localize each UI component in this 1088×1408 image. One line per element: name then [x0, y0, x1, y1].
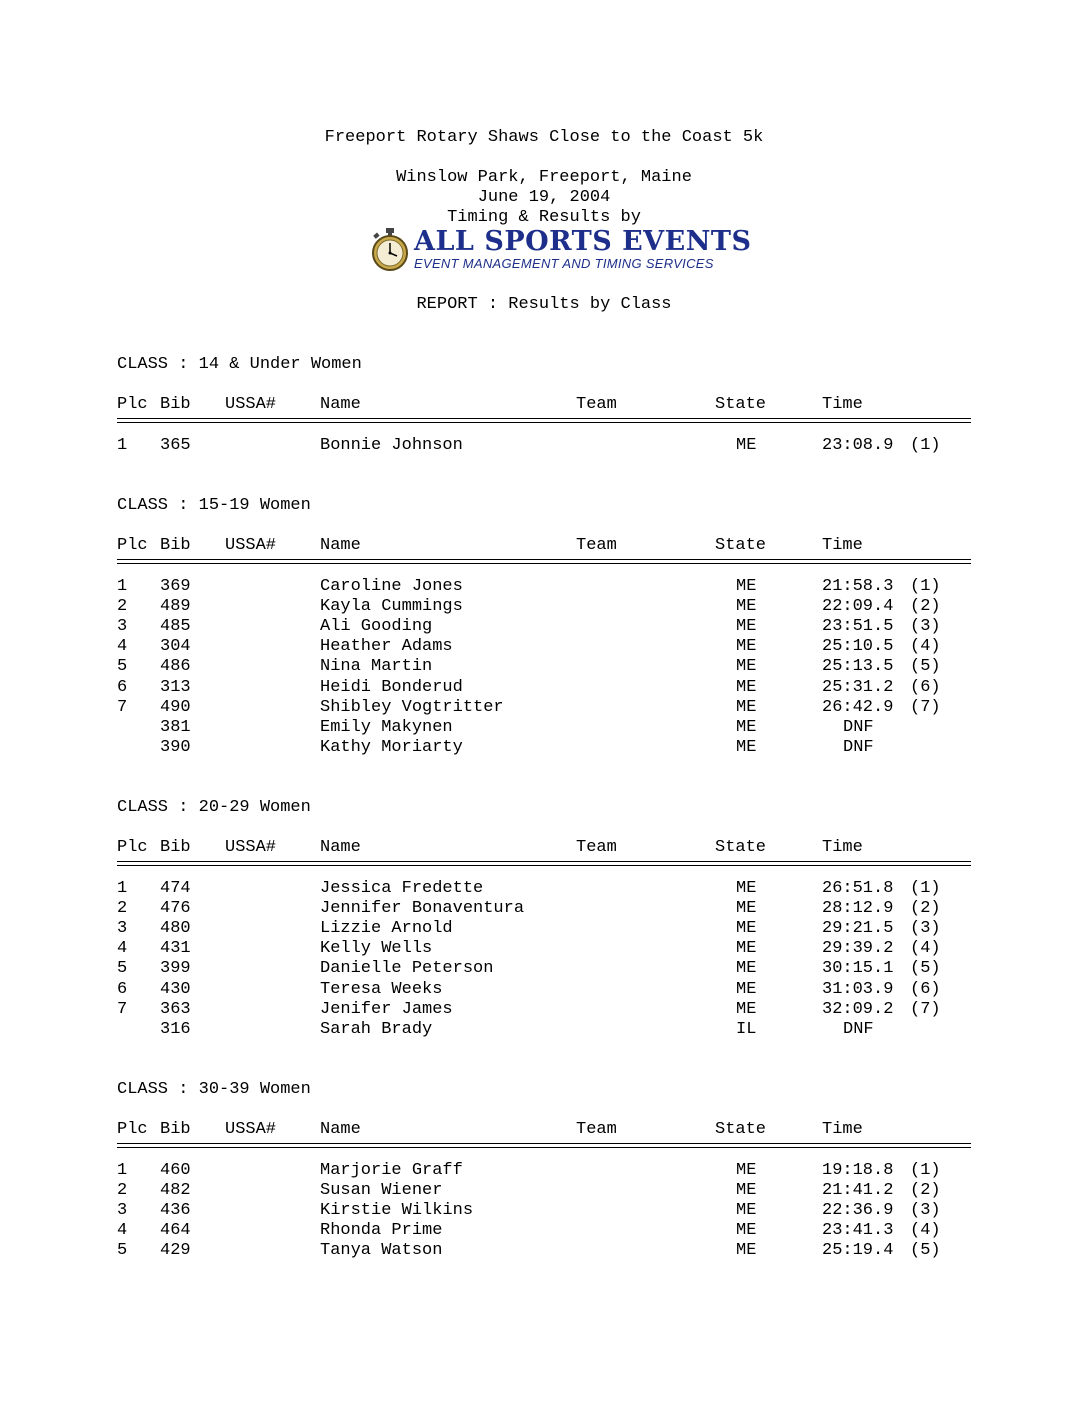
- result-name: Tanya Watson: [320, 1241, 443, 1261]
- result-name: Nina Martin: [320, 657, 433, 677]
- result-rank: (7): [910, 697, 941, 717]
- result-name: Kirstie Wilkins: [320, 1201, 474, 1221]
- result-bib: 363: [160, 999, 191, 1019]
- result-state: ME: [736, 1241, 757, 1261]
- result-plc: 1: [117, 1161, 128, 1180]
- result-name: Heidi Bonderud: [320, 677, 463, 697]
- result-name: Jennifer Bonaventura: [320, 899, 525, 919]
- column-header-time: Time: [822, 838, 863, 857]
- result-bib: 474: [160, 879, 191, 898]
- result-time: 23:41.3: [822, 1221, 894, 1241]
- result-state: ME: [736, 657, 757, 677]
- column-header-team: Team: [576, 1120, 617, 1139]
- result-state: IL: [736, 1019, 757, 1039]
- result-name: Emily Makynen: [320, 717, 453, 737]
- result-state: ME: [736, 939, 757, 959]
- result-time: 29:39.2: [822, 939, 894, 959]
- result-time: 28:12.9: [822, 899, 894, 919]
- result-time: 25:31.2: [822, 677, 894, 697]
- result-name: Teresa Weeks: [320, 979, 443, 999]
- column-header-ussa: USSA#: [225, 395, 277, 414]
- result-time: 25:19.4: [822, 1241, 894, 1261]
- result-plc: 2: [117, 597, 128, 617]
- column-header-ussa: USSA#: [225, 838, 277, 857]
- result-rank: (5): [910, 1241, 941, 1261]
- result-name: Jessica Fredette: [320, 879, 484, 898]
- result-plc: 1: [117, 436, 128, 455]
- result-name: Sarah Brady: [320, 1019, 433, 1039]
- all-sports-events-logo: [370, 226, 752, 276]
- header-rule: [117, 1143, 971, 1148]
- result-time: 22:09.4: [822, 597, 894, 617]
- result-bib: 464: [160, 1221, 191, 1241]
- column-header-time: Time: [822, 1120, 863, 1139]
- result-state: ME: [736, 959, 757, 979]
- result-bib: 476: [160, 899, 191, 919]
- result-rank: (1): [910, 1161, 941, 1180]
- result-name: Susan Wiener: [320, 1181, 443, 1201]
- result-plc: 3: [117, 919, 128, 939]
- result-name: Bonnie Johnson: [320, 436, 463, 455]
- column-header-team: Team: [576, 395, 617, 414]
- result-rank: (2): [910, 1181, 941, 1201]
- result-bib: 486: [160, 657, 191, 677]
- result-state: ME: [736, 737, 757, 757]
- report-title: REPORT : Results by Class: [416, 295, 672, 314]
- result-name: Rhonda Prime: [320, 1221, 443, 1241]
- result-plc: 3: [117, 1201, 128, 1221]
- result-time: 31:03.9: [822, 979, 894, 999]
- result-time: 23:08.9: [822, 436, 894, 455]
- result-rank: (4): [910, 939, 941, 959]
- result-rank: (1): [910, 879, 941, 898]
- result-time: DNF: [843, 717, 874, 737]
- result-time: 19:18.8: [822, 1161, 894, 1180]
- result-plc: 4: [117, 1221, 128, 1241]
- result-state: ME: [736, 697, 757, 717]
- result-bib: 480: [160, 919, 191, 939]
- result-bib: 304: [160, 637, 191, 657]
- result-rank: (5): [910, 657, 941, 677]
- column-header-ussa: USSA#: [225, 536, 277, 555]
- column-header-bib: Bib: [160, 536, 191, 555]
- result-time: 25:13.5: [822, 657, 894, 677]
- result-plc: 2: [117, 1181, 128, 1201]
- header-rule: [117, 861, 971, 866]
- result-name: Caroline Jones: [320, 577, 463, 596]
- column-header-time: Time: [822, 395, 863, 414]
- result-bib: 485: [160, 617, 191, 637]
- result-rank: (1): [910, 436, 941, 455]
- stopwatch-icon: [370, 228, 410, 272]
- result-name: Lizzie Arnold: [320, 919, 453, 939]
- result-bib: 482: [160, 1181, 191, 1201]
- result-plc: 4: [117, 939, 128, 959]
- result-bib: 490: [160, 697, 191, 717]
- result-bib: 365: [160, 436, 191, 455]
- result-plc: 4: [117, 637, 128, 657]
- result-rank: (5): [910, 959, 941, 979]
- result-time: DNF: [843, 1019, 874, 1039]
- column-header-ussa: USSA#: [225, 1120, 277, 1139]
- header-rule: [117, 418, 971, 423]
- result-rank: (6): [910, 677, 941, 697]
- result-bib: 489: [160, 597, 191, 617]
- event-date: June 19, 2004: [477, 188, 611, 207]
- column-header-name: Name: [320, 395, 361, 414]
- column-header-name: Name: [320, 838, 361, 857]
- result-rank: (3): [910, 1201, 941, 1221]
- header-rule: [117, 559, 971, 564]
- column-header-team: Team: [576, 536, 617, 555]
- column-header-time: Time: [822, 536, 863, 555]
- result-name: Marjorie Graff: [320, 1161, 463, 1180]
- result-time: 32:09.2: [822, 999, 894, 1019]
- result-bib: 313: [160, 677, 191, 697]
- result-time: 21:41.2: [822, 1181, 894, 1201]
- result-rank: (1): [910, 577, 941, 596]
- result-rank: (4): [910, 637, 941, 657]
- result-time: 30:15.1: [822, 959, 894, 979]
- column-header-state: State: [715, 395, 767, 414]
- column-header-plc: Plc: [117, 1120, 148, 1139]
- result-time: 22:36.9: [822, 1201, 894, 1221]
- result-state: ME: [736, 879, 757, 898]
- result-state: ME: [736, 1221, 757, 1241]
- column-header-plc: Plc: [117, 395, 148, 414]
- result-time: 23:51.5: [822, 617, 894, 637]
- result-plc: 5: [117, 1241, 128, 1261]
- result-bib: 460: [160, 1161, 191, 1180]
- event-location: Winslow Park, Freeport, Maine: [396, 168, 692, 187]
- result-bib: 430: [160, 979, 191, 999]
- result-state: ME: [736, 979, 757, 999]
- result-state: ME: [736, 1201, 757, 1221]
- result-bib: 369: [160, 577, 191, 596]
- result-rank: (3): [910, 919, 941, 939]
- result-name: Kayla Cummings: [320, 597, 463, 617]
- result-name: Shibley Vogtritter: [320, 697, 504, 717]
- result-bib: 429: [160, 1241, 191, 1261]
- result-rank: (6): [910, 979, 941, 999]
- class-heading: CLASS : 15-19 Women: [117, 496, 311, 515]
- result-plc: 2: [117, 899, 128, 919]
- result-state: ME: [736, 637, 757, 657]
- column-header-bib: Bib: [160, 1120, 191, 1139]
- result-name: Kathy Moriarty: [320, 737, 463, 757]
- column-header-name: Name: [320, 1120, 361, 1139]
- result-time: 25:10.5: [822, 637, 894, 657]
- column-header-bib: Bib: [160, 395, 191, 414]
- result-time: DNF: [843, 737, 874, 757]
- result-rank: (2): [910, 899, 941, 919]
- result-state: ME: [736, 617, 757, 637]
- page-title: Freeport Rotary Shaws Close to the Coast 5k: [324, 128, 764, 147]
- result-state: ME: [736, 677, 757, 697]
- result-plc: 6: [117, 677, 128, 697]
- result-state: ME: [736, 577, 757, 596]
- logo-subtitle: EVENT MANAGEMENT AND TIMING SERVICES: [414, 256, 714, 271]
- column-header-state: State: [715, 1120, 767, 1139]
- column-header-bib: Bib: [160, 838, 191, 857]
- result-time: 26:42.9: [822, 697, 894, 717]
- result-bib: 431: [160, 939, 191, 959]
- result-state: ME: [736, 999, 757, 1019]
- result-name: Jenifer James: [320, 999, 453, 1019]
- column-header-plc: Plc: [117, 838, 148, 857]
- result-plc: 7: [117, 999, 128, 1019]
- result-state: ME: [736, 597, 757, 617]
- class-heading: CLASS : 14 & Under Women: [117, 355, 362, 374]
- result-time: 29:21.5: [822, 919, 894, 939]
- result-state: ME: [736, 899, 757, 919]
- class-heading: CLASS : 30-39 Women: [117, 1080, 311, 1099]
- column-header-team: Team: [576, 838, 617, 857]
- result-bib: 316: [160, 1019, 191, 1039]
- result-state: ME: [736, 436, 757, 455]
- result-rank: (2): [910, 597, 941, 617]
- result-plc: 7: [117, 697, 128, 717]
- result-bib: 390: [160, 737, 191, 757]
- result-rank: (7): [910, 999, 941, 1019]
- result-plc: 5: [117, 959, 128, 979]
- result-state: ME: [736, 717, 757, 737]
- result-name: Ali Gooding: [320, 617, 433, 637]
- result-rank: (3): [910, 617, 941, 637]
- result-state: ME: [736, 1181, 757, 1201]
- column-header-name: Name: [320, 536, 361, 555]
- result-name: Danielle Peterson: [320, 959, 494, 979]
- result-name: Heather Adams: [320, 637, 453, 657]
- result-plc: 5: [117, 657, 128, 677]
- result-plc: 1: [117, 577, 128, 596]
- column-header-state: State: [715, 536, 767, 555]
- result-plc: 3: [117, 617, 128, 637]
- result-plc: 1: [117, 879, 128, 898]
- column-header-state: State: [715, 838, 767, 857]
- class-heading: CLASS : 20-29 Women: [117, 798, 311, 817]
- logo-title: ALL SPORTS EVENTS: [414, 226, 752, 257]
- column-header-plc: Plc: [117, 536, 148, 555]
- result-bib: 399: [160, 959, 191, 979]
- result-bib: 436: [160, 1201, 191, 1221]
- result-bib: 381: [160, 717, 191, 737]
- result-time: 21:58.3: [822, 577, 894, 596]
- result-plc: 6: [117, 979, 128, 999]
- result-rank: (4): [910, 1221, 941, 1241]
- result-time: 26:51.8: [822, 879, 894, 898]
- result-state: ME: [736, 919, 757, 939]
- timing-credit: Timing & Results by: [447, 208, 641, 227]
- result-name: Kelly Wells: [320, 939, 433, 959]
- result-state: ME: [736, 1161, 757, 1180]
